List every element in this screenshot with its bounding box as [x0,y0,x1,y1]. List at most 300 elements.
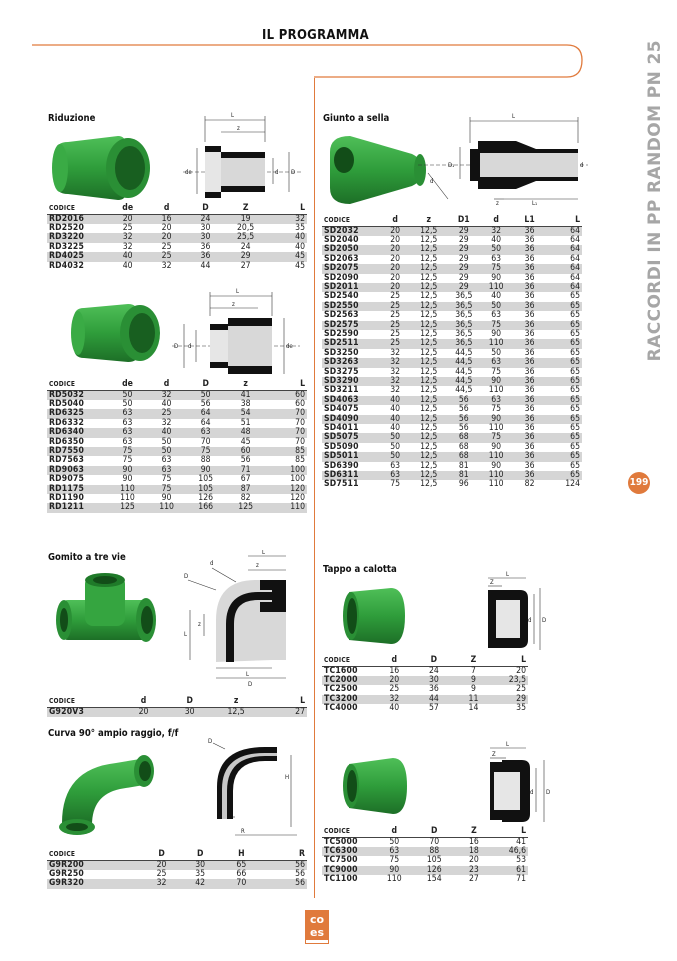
table-cell: 125 [108,503,147,512]
table-cell: 36,5 [447,302,480,311]
table-row [322,396,582,405]
table-cell: 65 [547,452,582,461]
table-cell: 36 [512,236,548,245]
table-row [322,424,582,433]
table-cell: 12,5 [410,368,447,377]
table-cell: 65 [547,396,582,405]
product-code: SD2540 [322,292,380,301]
table-cell: 36 [512,368,548,377]
table-cell: 12,5 [410,330,447,339]
table-cell: 65 [547,415,582,424]
product-code: RD5040 [47,400,108,409]
product-code: TC7500 [322,856,377,865]
table-cell: 12,5 [410,226,447,236]
table-row [47,419,307,428]
table-cell: 75 [481,405,512,414]
table-cell: 40 [380,415,410,424]
table-row [47,233,307,242]
table-cell: 67 [225,475,266,484]
elbow-photo [52,745,162,840]
table-row [47,390,307,400]
product-code: TC6300 [322,847,377,856]
table-cell: 36 [512,264,548,273]
dim-de: de [185,169,192,176]
table-cell: 63 [108,438,147,447]
table-cell: 45 [225,438,266,447]
table-row [322,452,582,461]
table-header-row [322,656,528,666]
table-cell: 36 [512,292,548,301]
table-cell: 40 [266,233,307,242]
product-code: RD3220 [47,233,108,242]
cap-photo [343,582,415,652]
table-cell: 75 [147,475,186,484]
reducer-drawing [183,112,308,204]
table-cell: 63 [481,396,512,405]
table-cell: 24 [186,214,225,224]
reducer-large-drawing [172,288,302,380]
table-header-row [47,697,307,707]
column-divider [314,78,315,898]
table-cell: 65 [219,860,263,870]
column-header: D1 [447,216,480,226]
column-header: CODICE [47,380,108,390]
column-header: Z [225,204,266,214]
table-cell: 25 [380,330,410,339]
table-cell: 110 [481,471,512,480]
table-header-row [47,204,307,214]
table-cell: 12,5 [410,302,447,311]
table-cell: 27 [262,707,307,717]
table-cell: 32 [266,214,307,224]
table-giunto [322,216,582,490]
svg-text:z: z [496,200,499,207]
product-code: TC1600 [322,666,377,676]
table-cell: 51 [225,419,266,428]
table-cell: 63 [377,847,412,856]
table-cell: 100 [266,466,307,475]
svg-text:d: d [528,617,532,624]
table-cell: 75 [481,433,512,442]
table-row [322,377,582,386]
table-cell: 65 [547,330,582,339]
product-code: SD2511 [322,339,380,348]
table-row [47,485,307,494]
table-cell: 20 [380,236,410,245]
product-code: SD2011 [322,283,380,292]
svg-text:Z: Z [492,751,496,758]
table-cell: 12,5 [410,405,447,414]
table-cell: 12,5 [410,274,447,283]
table-cell: 50 [481,245,512,254]
table-cell: 12,5 [410,433,447,442]
product-code: SD3263 [322,358,380,367]
table-row [322,415,582,424]
table-cell: 110 [266,503,307,512]
table-cell: 20,5 [225,224,266,233]
table-cell: 18 [457,847,491,856]
table-cell: 29 [491,695,528,704]
table-cell: 50 [481,302,512,311]
table-cell: 23,5 [491,676,528,685]
table-cell: 30 [169,707,211,717]
column-header: d [380,216,410,226]
table-cell: 88 [186,456,225,465]
coes-logo [305,910,329,944]
table-cell: 36 [512,302,548,311]
table-cell: 36 [512,396,548,405]
product-code: SD4011 [322,424,380,433]
table-cell: 40 [108,262,147,271]
table-cell: 9 [456,685,490,694]
table-row [322,358,582,367]
table-cell: 75 [186,447,225,456]
table-cell: 70 [266,438,307,447]
product-code: SD2075 [322,264,380,273]
table-cell: 12,5 [410,452,447,461]
table-cell: 53 [491,856,528,865]
table-cell: 90 [108,475,147,484]
product-code: RD5032 [47,390,108,400]
table-cell: 65 [547,368,582,377]
table-cell: 50 [377,837,412,847]
table-cell: 110 [108,485,147,494]
table-curva [47,850,307,889]
table-row [47,400,307,409]
table-cell: 36 [512,226,548,236]
table-row [322,443,582,452]
table-cell: 110 [108,494,147,503]
table-cell: 36 [512,339,548,348]
table-cell: 32 [108,243,147,252]
table-cell: 32 [481,226,512,236]
table-cell: 90 [186,466,225,475]
table-row [322,368,582,377]
table-cell: 20 [380,283,410,292]
product-code: TC5000 [322,837,377,847]
table-cell: 36 [512,311,548,320]
table-cell: 166 [186,503,225,512]
table-cell: 25 [491,685,528,694]
table-cell: 29 [447,226,480,236]
table-row [322,283,582,292]
section-title-curva: Curva 90° ampio raggio, f/f [48,728,179,739]
product-code: SD7511 [322,480,380,489]
table-cell: 105 [186,475,225,484]
section-title-gomito: Gomito a tre vie [48,552,126,563]
column-header: de [108,204,147,214]
table-cell: 32 [380,377,410,386]
table-cell: 44,5 [447,386,480,395]
table-cell: 36 [512,283,548,292]
table-row [47,870,307,879]
product-code: SD5011 [322,452,380,461]
table-cell: 63 [481,311,512,320]
svg-text:d: d [530,789,534,796]
table-cell: 81 [447,471,480,480]
dim-L: L [231,112,235,119]
table-cell: 110 [147,503,186,512]
tee-photo [50,570,160,670]
product-code: SD2050 [322,245,380,254]
table-cell: 27 [457,875,491,884]
svg-text:L₁: L₁ [532,200,538,207]
table-cell: 32 [380,349,410,358]
svg-text:d: d [188,343,192,350]
table-cell: 65 [547,358,582,367]
table-cell: 36 [512,358,548,367]
table-cell: 36,5 [447,292,480,301]
table-cell: 90 [481,330,512,339]
table-cell: 11 [456,695,490,704]
product-code: SD6390 [322,462,380,471]
column-header: CODICE [47,697,118,707]
table-cell: 36 [512,462,548,471]
table-cell: 44,5 [447,349,480,358]
table-cell: 36 [512,349,548,358]
product-code: TC3200 [322,695,377,704]
saddle-drawing [418,113,590,213]
column-header: CODICE [47,204,108,214]
svg-text:L: L [246,671,250,678]
table-cell: 110 [481,283,512,292]
product-code: SD2040 [322,236,380,245]
table-cell: 125 [225,503,266,512]
table-cell: 40 [380,424,410,433]
product-code: SD2032 [322,226,380,236]
table-cell: 110 [481,339,512,348]
table-cell: 20 [380,245,410,254]
table-cell: 32 [147,419,186,428]
table-cell: 120 [266,485,307,494]
table-cell: 64 [547,283,582,292]
svg-text:D: D [184,573,189,580]
table-cell: 75 [481,321,512,330]
table-row [47,262,307,271]
table-cell: 32 [147,390,186,400]
product-code: RD2520 [47,224,108,233]
svg-text:D₁: D₁ [448,162,455,169]
table-cell: 64 [186,419,225,428]
table-cell: 50 [186,390,225,400]
table-cell: 12,5 [410,311,447,320]
reducer-photo [48,132,160,204]
table-row [322,255,582,264]
table-cell: 36,5 [447,330,480,339]
table-cell: 32 [142,879,181,888]
table-cell: 65 [547,462,582,471]
table-row [47,475,307,484]
column-header: D [169,697,211,707]
table-cell: 12,5 [410,283,447,292]
table-cell: 25 [377,685,411,694]
product-code: RD6332 [47,419,108,428]
table-cell: 70 [186,438,225,447]
table-cell: 32 [380,368,410,377]
table-cell: 70 [412,837,457,847]
table-cell: 110 [481,424,512,433]
svg-text:L: L [512,113,516,120]
table-cell: 20 [380,274,410,283]
table-row [322,349,582,358]
cap-drawing [478,570,558,655]
table-cell: 40 [147,428,186,437]
table-cell: 63 [108,409,147,418]
column-header: L [262,697,307,707]
table-cell: 60 [225,447,266,456]
product-code: SD3250 [322,349,380,358]
table-cell: 120 [266,494,307,503]
product-code: SD2090 [322,274,380,283]
table-cell: 85 [266,456,307,465]
page-title: IL PROGRAMMA [262,28,369,43]
table-cell: 40 [380,396,410,405]
table-row [47,707,307,717]
table-cell: 60 [266,400,307,409]
table-row [322,302,582,311]
table-cell: 63 [481,255,512,264]
table-cell: 90 [481,443,512,452]
table-cell: 36 [512,386,548,395]
table-cell: 12,5 [410,321,447,330]
table-cell: 65 [547,302,582,311]
product-code: RD4025 [47,252,108,261]
table-cell: 40 [481,292,512,301]
table-cell: 25 [380,311,410,320]
table-cell: 36 [512,452,548,461]
product-code: RD9063 [47,466,108,475]
table-cell: 40 [108,252,147,261]
table-cell: 12,5 [410,349,447,358]
column-header: CODICE [47,850,142,860]
elbow-drawing [205,735,303,840]
table-row [322,471,582,480]
table-cell: 29 [447,245,480,254]
product-code: SD2550 [322,302,380,311]
table-cell: 44,5 [447,368,480,377]
table-cell: 36 [512,433,548,442]
table-cell: 85 [266,447,307,456]
table-cell: 56 [225,456,266,465]
table-cell: 12,5 [410,255,447,264]
table-cell: 64 [186,409,225,418]
table-row [322,875,528,884]
table-cell: 36 [512,321,548,330]
column-header: D [181,850,220,860]
table-cell: 46,6 [491,847,528,856]
table-cell: 36 [512,245,548,254]
table-cell: 75 [147,485,186,494]
svg-text:de: de [286,343,293,350]
product-code: TC2000 [322,676,377,685]
table-cell: 65 [547,424,582,433]
table-cell: 30 [181,860,220,870]
tee-drawing [176,550,308,690]
column-header: d [377,827,412,837]
table-cell: 32 [377,695,411,704]
table-cell: 50 [380,443,410,452]
product-code: TC9000 [322,866,377,875]
column-header: D [142,850,181,860]
table-row [47,438,307,447]
table-cell: 20 [377,676,411,685]
product-code: SD4075 [322,405,380,414]
column-header: D [186,204,225,214]
table-row [47,860,307,870]
table-cell: 20 [491,666,528,676]
table-cell: 12,5 [410,462,447,471]
table-cell: 56 [447,424,480,433]
table-cell: 48 [225,428,266,437]
table-cell: 65 [547,292,582,301]
table-cell: 64 [547,226,582,236]
dim-D: D [291,169,296,176]
table-cell: 12,5 [410,424,447,433]
column-header: L [266,380,307,390]
product-code: RD1211 [47,503,108,512]
table-cell: 82 [512,480,548,489]
table-cell: 90 [481,415,512,424]
svg-text:z: z [232,301,235,308]
table-cell: 20 [147,233,186,242]
table-cell: 50 [147,438,186,447]
table-cell: 12,5 [410,292,447,301]
table-cell: 7 [456,666,490,676]
table-row [47,447,307,456]
column-header: z [225,380,266,390]
table-cell: 65 [547,321,582,330]
table-cell: 40 [377,704,411,713]
page-number-badge: 199 [628,472,650,494]
table-cell: 56 [263,870,307,879]
table-cell: 36 [186,252,225,261]
table-cell: 36 [512,415,548,424]
table-cell: 88 [412,847,457,856]
column-header: de [108,380,147,390]
table-cell: 12,5 [410,377,447,386]
table-cell: 12,5 [410,443,447,452]
table-cell: 63 [481,358,512,367]
svg-text:L: L [184,631,188,638]
table-cell: 71 [225,466,266,475]
table-cell: 75 [377,856,412,865]
table-cell: 20 [380,264,410,273]
table-cell: 64 [547,255,582,264]
svg-text:L: L [506,571,510,578]
section-title-giunto: Giunto a sella [323,113,390,124]
table-cell: 44,5 [447,358,480,367]
table-cell: 12,5 [410,480,447,489]
product-code: RD3225 [47,243,108,252]
table-row [47,494,307,503]
product-code: RD7563 [47,456,108,465]
table-cell: 50 [380,452,410,461]
table-row [322,311,582,320]
table-cell: 12,5 [410,236,447,245]
table-cell: 40 [481,236,512,245]
column-header: CODICE [322,656,377,666]
table-cell: 36 [512,405,548,414]
table-cell: 75 [108,456,147,465]
table-cell: 25 [142,870,181,879]
table-cell: 65 [547,349,582,358]
table-cell: 87 [225,485,266,494]
table-cell: 12,5 [410,264,447,273]
table-cell: 65 [547,386,582,395]
table-cell: 35 [181,870,220,879]
column-header: H [219,850,263,860]
table-cell: 36 [512,274,548,283]
